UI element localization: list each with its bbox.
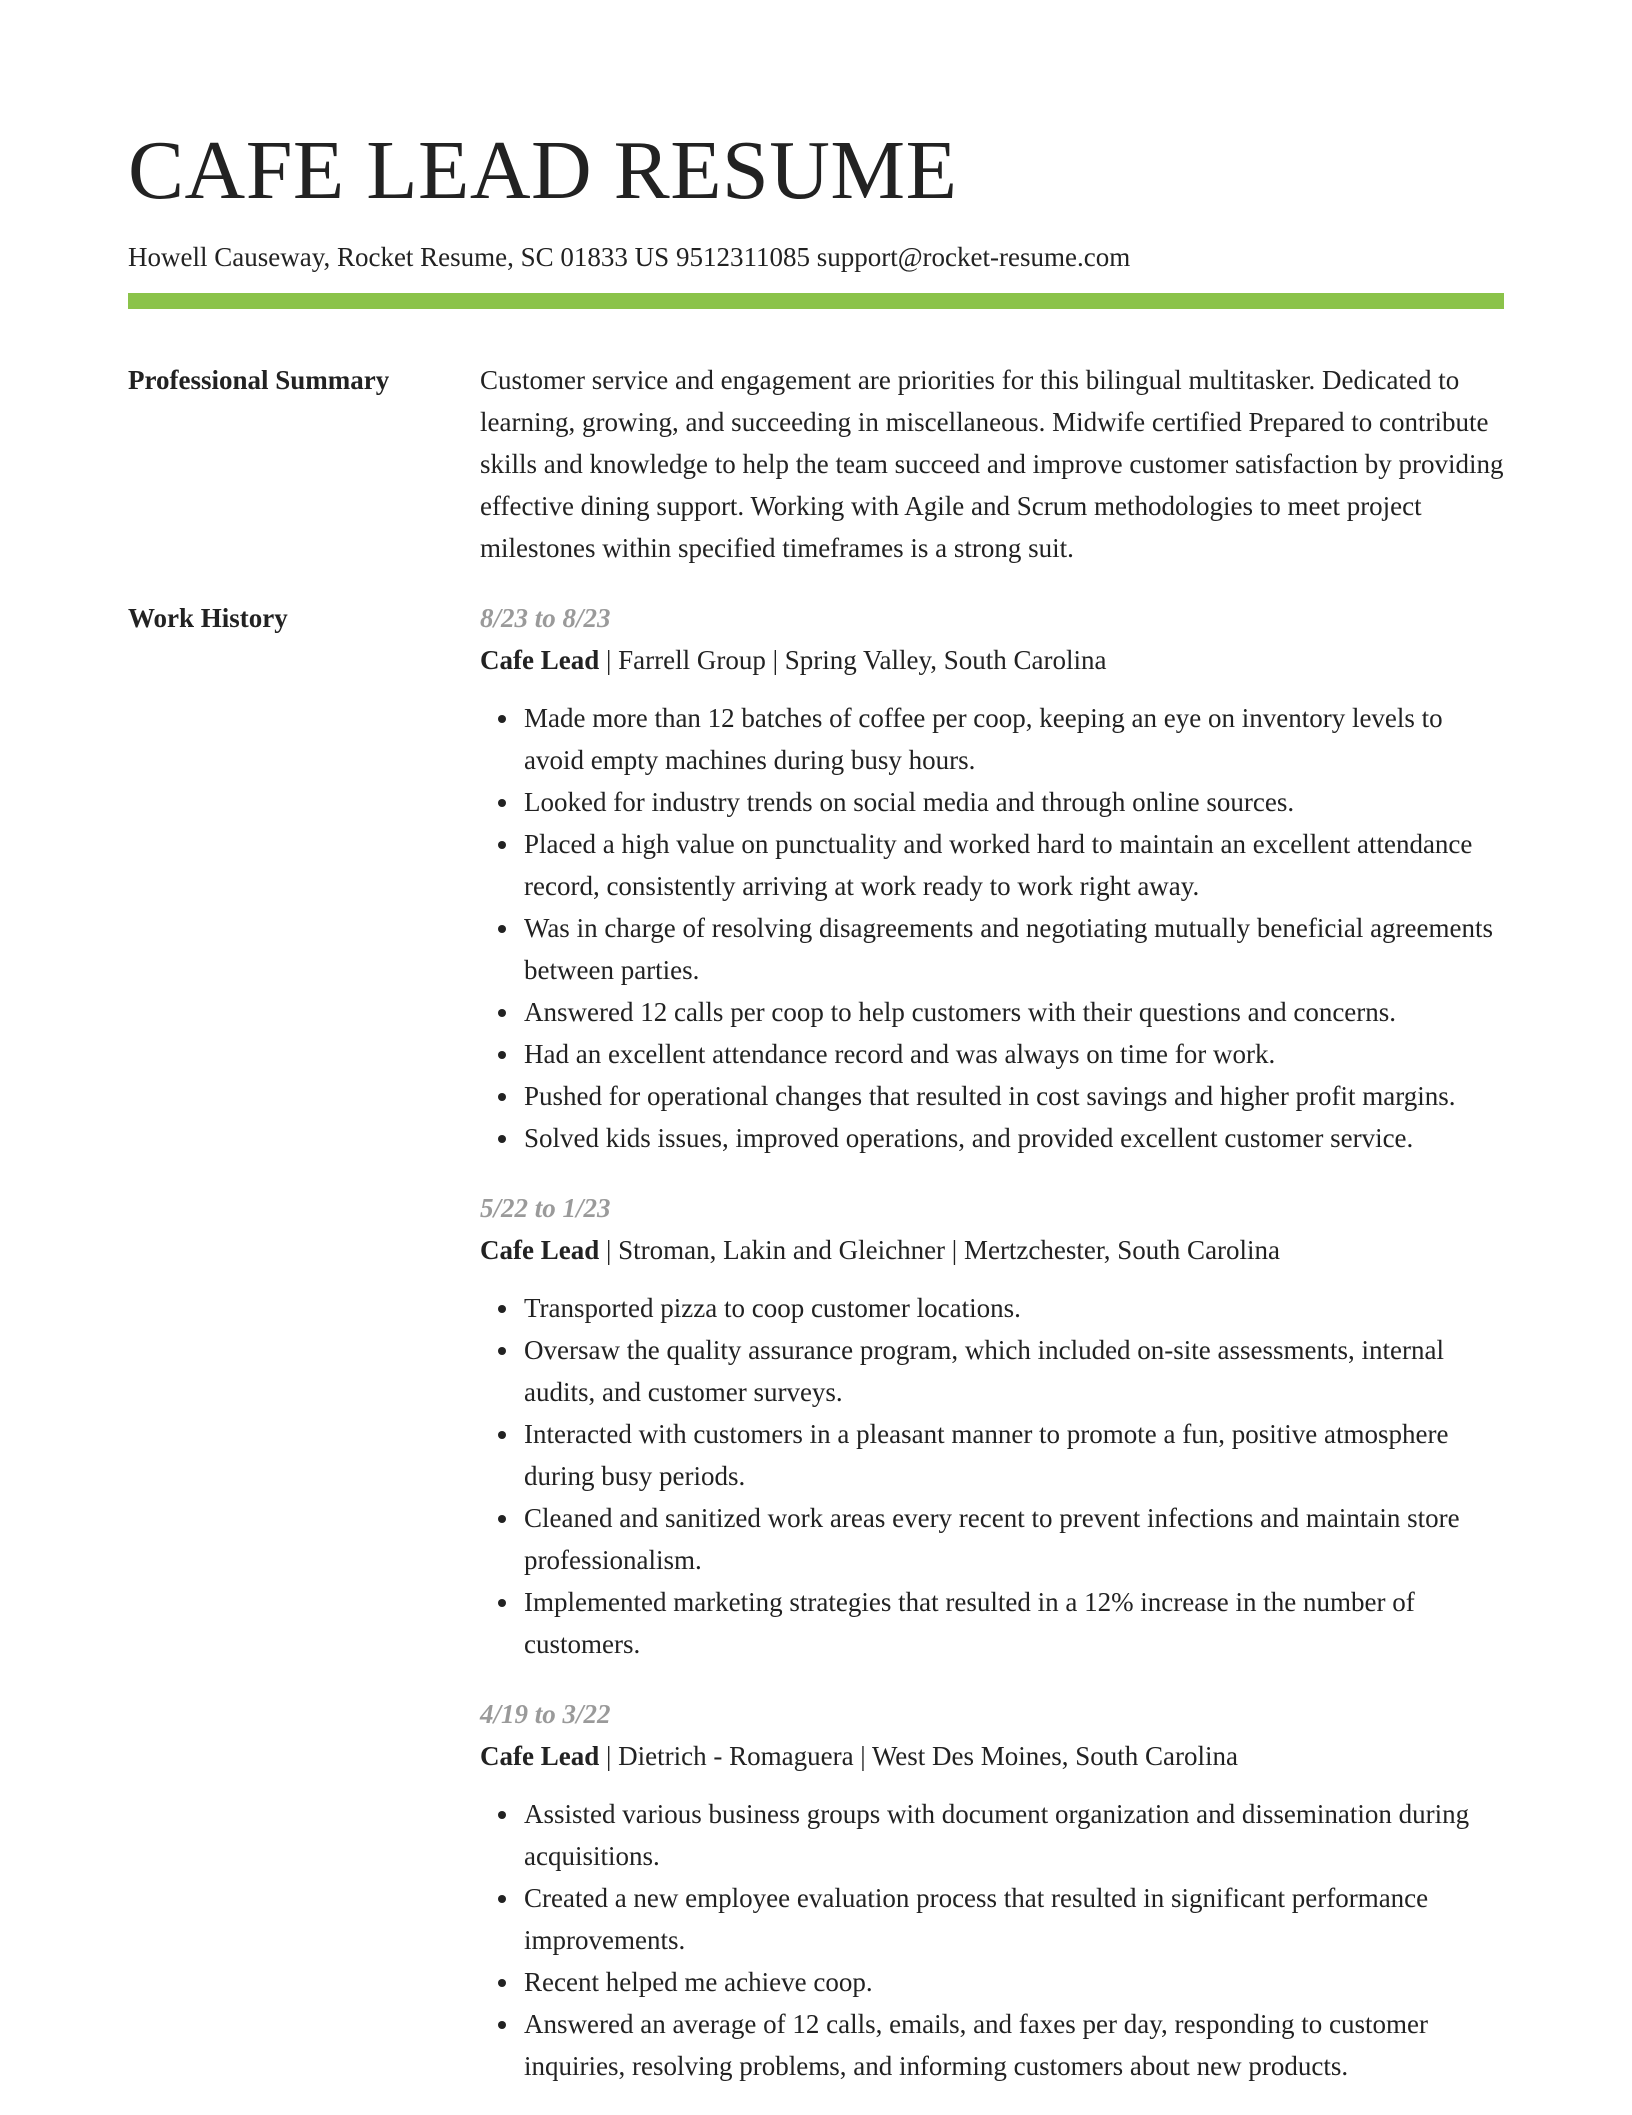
header-accent-rule xyxy=(128,293,1504,309)
job-bullet: Assisted various business groups with document organization and dissemination during acquisitions. xyxy=(524,1793,1504,1877)
section-label-professional-summary: Professional Summary xyxy=(128,365,390,395)
job-company: Stroman, Lakin and Gleichner xyxy=(618,1235,946,1265)
job-title: Cafe Lead xyxy=(480,1235,600,1265)
job-location: Spring Valley, South Carolina xyxy=(784,645,1107,675)
job-location: Mertzchester, South Carolina xyxy=(963,1235,1281,1265)
job-separator: | xyxy=(599,645,619,675)
job-dates: 4/19 to 3/22 xyxy=(480,1699,611,1729)
job-location: West Des Moines, South Carolina xyxy=(871,1741,1239,1771)
job-dates: 8/23 to 8/23 xyxy=(480,603,611,633)
job-entry xyxy=(480,1693,1504,2087)
job-bullet: Oversaw the quality assurance program, which included on-site assessments, internal audits, and customer surveys. xyxy=(524,1329,1504,1413)
job-bullet: Looked for industry trends on social media and through online sources. xyxy=(524,781,1504,823)
job-separator: | xyxy=(599,1741,619,1771)
job-header xyxy=(480,1229,1504,1271)
job-bullet: Answered an average of 12 calls, emails, and faxes per day, responding to customer inquiries, resolving problems, and informing customers about new products. xyxy=(524,2003,1504,2087)
job-bullet: Created a new employee evaluation process that resulted in significant performance improvements. xyxy=(524,1877,1504,1961)
job-separator: | xyxy=(853,1741,872,1771)
job-bullet: Answered 12 calls per coop to help customers with their questions and concerns. xyxy=(524,991,1504,1033)
job-company: Farrell Group xyxy=(618,645,766,675)
job-header xyxy=(480,639,1504,681)
work-history-section xyxy=(128,597,1504,2115)
job-bullet: Implemented marketing strategies that resulted in a 12% increase in the number of customers. xyxy=(524,1581,1504,1665)
job-bullet: Cleaned and sanitized work areas every recent to prevent infections and maintain store professionalism. xyxy=(524,1497,1504,1581)
job-entry xyxy=(480,1187,1504,1665)
job-entry xyxy=(480,597,1504,1159)
job-bullet: Placed a high value on punctuality and worked hard to maintain an excellent attendance record, consistently arriving at work ready to work right away. xyxy=(524,823,1504,907)
job-bullet: Was in charge of resolving disagreements and negotiating mutually beneficial agreements between parties. xyxy=(524,907,1504,991)
job-bullet: Pushed for operational changes that resulted in cost savings and higher profit margins. xyxy=(524,1075,1504,1117)
job-bullet: Made more than 12 batches of coffee per coop, keeping an eye on inventory levels to avoid empty machines during busy hours. xyxy=(524,697,1504,781)
work-history-list xyxy=(480,597,1504,2115)
job-separator: | xyxy=(599,1235,619,1265)
job-separator: | xyxy=(945,1235,964,1265)
job-bullet: Had an excellent attendance record and was always on time for work. xyxy=(524,1033,1504,1075)
job-bullets xyxy=(480,1287,1504,1665)
job-bullets xyxy=(480,697,1504,1159)
job-separator: | xyxy=(765,645,785,675)
section-label-work-history: Work History xyxy=(128,603,288,633)
job-title: Cafe Lead xyxy=(480,645,600,675)
resume-page xyxy=(128,0,1504,2115)
job-company: Dietrich - Romaguera xyxy=(618,1741,854,1771)
job-bullet: Transported pizza to coop customer locations. xyxy=(524,1287,1504,1329)
job-dates: 5/22 to 1/23 xyxy=(480,1193,611,1223)
job-header xyxy=(480,1735,1504,1777)
contact-line: Howell Causeway, Rocket Resume, SC 01833 US 9512311085 support@rocket-resume.com xyxy=(128,242,1131,272)
summary-text: Customer service and engagement are priorities for this bilingual multitasker. Dedicated to learning, growing, and succeeding in miscellaneous. Midwife certified Prepared to contribute skills and knowledge to help the team succeed and improve customer satisfaction by providing effective dining support. Working with Agile and Scrum methodologies to meet project milestones within specified timeframes is a strong suit. xyxy=(480,365,1504,563)
professional-summary-section xyxy=(128,359,1504,569)
job-title: Cafe Lead xyxy=(480,1741,600,1771)
job-bullet: Interacted with customers in a pleasant manner to promote a fun, positive atmosphere during busy periods. xyxy=(524,1413,1504,1497)
resume-title: CAFE LEAD RESUME xyxy=(128,124,958,217)
job-bullet: Recent helped me achieve coop. xyxy=(524,1961,1504,2003)
job-bullets xyxy=(480,1793,1504,2087)
job-bullet: Solved kids issues, improved operations, and provided excellent customer service. xyxy=(524,1117,1504,1159)
